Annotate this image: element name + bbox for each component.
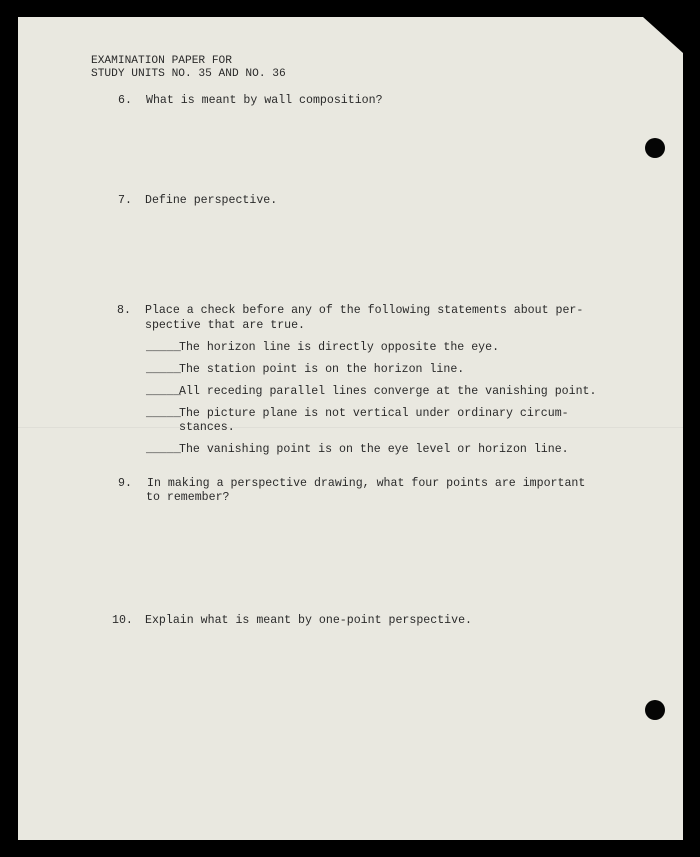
question-6-text: What is meant by wall composition? — [146, 94, 383, 107]
page-header — [91, 55, 286, 81]
statement-2-blank[interactable]: _____ — [146, 363, 181, 376]
punch-hole-top — [645, 138, 665, 158]
show-through-block — [318, 107, 518, 167]
question-8-line-1: Place a check before any of the following statements about per- — [145, 304, 584, 317]
question-8-line-2: spective that are true. — [145, 319, 306, 332]
statement-5-text: The vanishing point is on the eye level or horizon line. — [179, 443, 569, 456]
question-10-number: 10. — [112, 614, 133, 627]
exam-page — [18, 17, 683, 840]
question-7-number: 7. — [118, 194, 132, 207]
statement-1-blank[interactable]: _____ — [146, 341, 181, 354]
question-8-number: 8. — [117, 304, 131, 317]
punch-hole-bottom — [645, 700, 665, 720]
question-6-number: 6. — [118, 94, 132, 107]
question-10-text: Explain what is meant by one-point perspective. — [145, 614, 472, 627]
statement-4-continuation: stances. — [179, 421, 235, 434]
header-line-2: STUDY UNITS NO. 35 AND NO. 36 — [91, 68, 286, 80]
statement-4-blank[interactable]: _____ — [146, 407, 181, 420]
statement-3-blank[interactable]: _____ — [146, 385, 181, 398]
statement-3-text: All receding parallel lines converge at the vanishing point. — [179, 385, 597, 398]
folded-corner — [643, 17, 683, 53]
statement-2-text: The station point is on the horizon line. — [179, 363, 465, 376]
statement-1-text: The horizon line is directly opposite the eye. — [179, 341, 500, 354]
header-line-1: EXAMINATION PAPER FOR — [91, 55, 232, 67]
question-9-number: 9. — [118, 477, 132, 490]
statement-5-blank[interactable]: _____ — [146, 443, 181, 456]
question-9-line-1: In making a perspective drawing, what four points are important — [147, 477, 586, 490]
statement-4-text: The picture plane is not vertical under ordinary circum- — [179, 407, 569, 420]
question-9-line-2: to remember? — [146, 491, 230, 504]
question-7-text: Define perspective. — [145, 194, 278, 207]
